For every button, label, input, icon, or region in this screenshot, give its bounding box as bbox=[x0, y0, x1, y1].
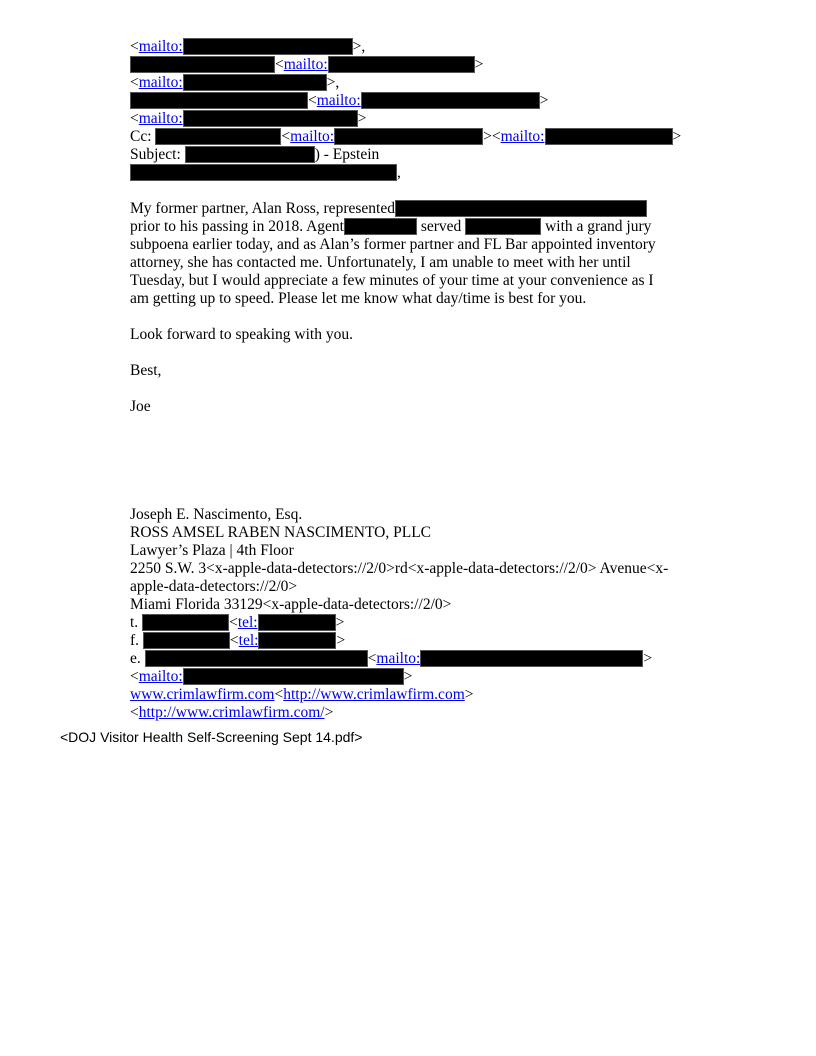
recipient-line bbox=[130, 74, 339, 92]
bracket: < bbox=[130, 110, 139, 127]
body-line: Tuesday, but I would appreciate a few minutes of your time at your convenience as I bbox=[130, 272, 654, 289]
closing: Best, bbox=[130, 362, 162, 379]
redaction bbox=[183, 38, 353, 55]
recipient-line bbox=[130, 92, 548, 110]
body-text: My former partner, Alan Ross, represented bbox=[130, 200, 395, 217]
redaction bbox=[130, 164, 397, 181]
bracket: > bbox=[336, 632, 346, 649]
bracket: >, bbox=[326, 74, 340, 91]
bracket: > bbox=[403, 668, 413, 685]
redaction bbox=[328, 56, 475, 73]
bracket: < bbox=[229, 632, 239, 649]
redaction bbox=[344, 218, 417, 235]
redaction bbox=[155, 128, 281, 145]
redaction bbox=[130, 56, 275, 73]
phone-line bbox=[130, 614, 344, 632]
redaction bbox=[145, 650, 368, 667]
fax-label: f. bbox=[130, 632, 143, 649]
mailto-link[interactable]: mailto: bbox=[316, 92, 361, 109]
subject-text: ) - Epstein bbox=[314, 146, 380, 163]
fax-line bbox=[130, 632, 345, 650]
bracket: >, bbox=[352, 38, 366, 55]
mailto-link[interactable]: mailto: bbox=[376, 650, 421, 667]
redaction bbox=[143, 632, 230, 649]
email-line bbox=[130, 668, 412, 686]
bracket: < bbox=[281, 128, 291, 145]
redaction bbox=[545, 128, 673, 145]
bracket: > bbox=[474, 56, 484, 73]
mailto-link[interactable]: mailto: bbox=[138, 38, 183, 55]
recipient-line bbox=[130, 38, 365, 56]
email-label: e. bbox=[130, 650, 145, 667]
body-line: Look forward to speaking with you. bbox=[130, 326, 353, 343]
redaction bbox=[183, 668, 404, 685]
mailto-link[interactable]: mailto: bbox=[500, 128, 545, 145]
redacted-line bbox=[130, 164, 401, 182]
bracket: < bbox=[274, 686, 284, 703]
body-text: prior to his passing in 2018. Agent bbox=[130, 218, 344, 235]
redaction bbox=[183, 74, 327, 91]
body-line bbox=[130, 200, 647, 218]
redaction bbox=[420, 650, 643, 667]
attachment-name: <DOJ Visitor Health Self-Screening Sept 14.pdf> bbox=[60, 729, 363, 745]
mailto-link[interactable]: mailto: bbox=[138, 668, 183, 685]
redaction bbox=[130, 92, 308, 109]
bracket: < bbox=[491, 128, 501, 145]
bracket: < bbox=[229, 614, 238, 631]
bracket: < bbox=[130, 38, 139, 55]
body-line: am getting up to speed. Please let me know what day/time is best for you. bbox=[130, 290, 587, 307]
redaction bbox=[142, 614, 229, 631]
sender-name: Joe bbox=[130, 398, 151, 415]
body-text: with a grand jury bbox=[541, 218, 652, 235]
redaction bbox=[258, 632, 336, 649]
recipient-line bbox=[130, 110, 366, 128]
signature-name: Joseph E. Nascimento, Esq. bbox=[130, 506, 303, 523]
tel-link[interactable]: tel: bbox=[238, 632, 259, 649]
bracket: > bbox=[335, 614, 345, 631]
bracket: < bbox=[367, 650, 377, 667]
comma: , bbox=[397, 164, 401, 181]
redaction bbox=[334, 128, 483, 145]
tel-link[interactable]: tel: bbox=[237, 614, 258, 631]
bracket: > bbox=[672, 128, 682, 145]
signature-firm: ROSS AMSEL RABEN NASCIMENTO, PLLC bbox=[130, 524, 432, 541]
phone-label: t. bbox=[130, 614, 143, 631]
body-text: served bbox=[416, 218, 466, 235]
signature-address: 2250 S.W. 3<x-apple-data-detectors://2/0>rd<x-apple-data-detectors://2/0> Avenue<x- bbox=[130, 560, 669, 577]
signature-address: apple-data-detectors://2/0> bbox=[130, 578, 298, 595]
bracket: > bbox=[324, 704, 334, 721]
website-line bbox=[130, 704, 333, 722]
bracket: < bbox=[130, 668, 139, 685]
website-link[interactable]: http://www.crimlawfirm.com bbox=[283, 686, 465, 703]
subject-line bbox=[130, 146, 379, 164]
mailto-link[interactable]: mailto: bbox=[283, 56, 328, 73]
cc-line bbox=[130, 128, 681, 146]
body-line bbox=[130, 218, 651, 236]
mailto-link[interactable]: mailto: bbox=[138, 110, 183, 127]
redaction bbox=[395, 200, 647, 217]
bracket: > bbox=[357, 110, 367, 127]
website-link[interactable]: http://www.crimlawfirm.com/ bbox=[138, 704, 325, 721]
website-link[interactable]: www.crimlawfirm.com bbox=[130, 686, 275, 703]
bracket: > bbox=[539, 92, 549, 109]
bracket: < bbox=[130, 74, 139, 91]
subject-label: Subject: bbox=[130, 146, 185, 163]
bracket: > bbox=[643, 650, 653, 667]
bracket: > bbox=[464, 686, 474, 703]
body-line: subpoena earlier today, and as Alan’s former partner and FL Bar appointed inventory bbox=[130, 236, 656, 253]
website-line bbox=[130, 686, 474, 704]
redaction bbox=[465, 218, 541, 235]
bracket: < bbox=[308, 92, 317, 109]
recipient-line bbox=[130, 56, 483, 74]
redaction bbox=[183, 110, 358, 127]
bracket: < bbox=[130, 704, 139, 721]
redaction bbox=[185, 146, 315, 163]
redaction bbox=[258, 614, 336, 631]
mailto-link[interactable]: mailto: bbox=[138, 74, 183, 91]
signature-building: Lawyer’s Plaza | 4th Floor bbox=[130, 542, 294, 559]
bracket: < bbox=[275, 56, 284, 73]
redaction bbox=[361, 92, 540, 109]
email-line bbox=[130, 650, 652, 668]
cc-label: Cc: bbox=[130, 128, 156, 145]
bracket: > bbox=[483, 128, 492, 145]
signature-city: Miami Florida 33129<x-apple-data-detectors://2/0> bbox=[130, 596, 452, 613]
mailto-link[interactable]: mailto: bbox=[290, 128, 335, 145]
body-line: attorney, she has contacted me. Unfortunately, I am unable to meet with her until bbox=[130, 254, 631, 271]
